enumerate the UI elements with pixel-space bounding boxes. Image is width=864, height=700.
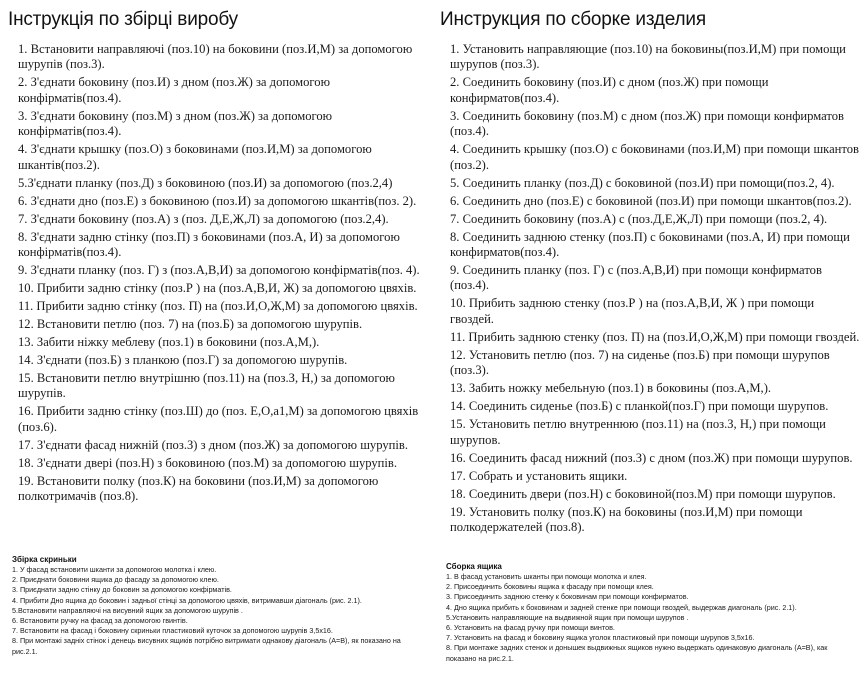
list-item: 17. Собрать и установить ящики. bbox=[450, 468, 628, 483]
list-item: 6. Встановити ручку на фасад за допомогою гвинтів. bbox=[12, 616, 188, 626]
list-item: 8. При монтаже задних стенок и донышек выдвижных ящиков нужно выдержать одинаковую диагональ (А=В), как показано на рис.2.1. bbox=[446, 643, 828, 663]
list-item: 4. Прибити Дно ящика до боковин і задньої стінці за допомогою цвяхів, витримавши діагональ (рис. 2.1). bbox=[12, 595, 362, 605]
list-item: 14. З'єднати (поз.Б) з планкою (поз.Г) за допомогою шурупів. bbox=[18, 353, 348, 368]
list-item: 3. Приєднати задню стінку до боковин за допомогою конфірматів. bbox=[12, 585, 232, 595]
list-item: 15. Встановити петлю внутрішню (поз.11) на (поз.З, Н,) за допомогою шурупів. bbox=[18, 371, 395, 401]
list-item: 1. У фасад встановити шканти за допомогою молотка і клею. bbox=[12, 565, 217, 574]
list-item: 19. Установить полку (поз.К) на боковины (поз.И,М) при помощи полкодержателей (поз.8). bbox=[450, 504, 803, 535]
list-item: 10. Прибить заднюю стенку (поз.Р ) на (поз.А,В,И, Ж ) при помощи гвоздей. bbox=[450, 296, 815, 326]
list-item: 17. З'єднати фасад нижній (поз.З) з дном (поз.Ж) за допомогою шурупів. bbox=[18, 437, 408, 452]
list-item: 19. Встановити полку (поз.К) на боковини (поз.И,М) за допомогою полкотримачів (поз.8). bbox=[18, 473, 379, 504]
list-item: 6. З'єднати дно (поз.Е) з боковиною (поз.И) за допомогою шкантів(поз. 2). bbox=[18, 193, 417, 208]
ukrainian-steps-list bbox=[8, 42, 428, 505]
list-item: 5. Соединить планку (поз.Д) с боковиной (поз.И) при помощи(поз.2, 4). bbox=[450, 175, 835, 190]
list-item: 8. Соединить заднюю стенку (поз.П) с боковинами (поз.А, И) при помощи конфирматов(поз.4). bbox=[450, 229, 850, 260]
list-item: 3. Присоединить заднюю стенку к боковинам при помощи конфирматов. bbox=[446, 592, 689, 602]
list-item: 13. Забить ножку мебельную (поз.1) в боковины (поз.А,М,). bbox=[450, 381, 772, 396]
list-item: 2. Приєднати боковини ящика до фасаду за допомогою клею. bbox=[12, 575, 219, 585]
russian-drawer-title: Сборка ящика bbox=[446, 562, 502, 571]
list-item: 4. З'єднати крышку (поз.О) з боковинами (поз.И,М) за допомогою шкантів(поз.2). bbox=[18, 142, 372, 172]
list-item: 5.Установить направляющие на выдвижной ящик при помощи шурупов . bbox=[446, 612, 689, 622]
list-item: 1. Установить направляющие (поз.10) на боковины(поз.И,М) при помощи шурупов (поз.3). bbox=[450, 42, 846, 72]
list-item: 3. Соединить боковину (поз.М) с дном (поз.Ж) при помощи конфирматов (поз.4). bbox=[450, 108, 844, 139]
list-item: 5.З'єднати планку (поз.Д) з боковиною (поз.И) за допомогою (поз.2,4) bbox=[18, 175, 393, 190]
list-item: 6. Соединить дно (поз.Е) с боковиной (поз.И) при помощи шкантов(поз.2). bbox=[450, 193, 852, 208]
list-item: 18. Соединить двери (поз.Н) с боковиной(поз.М) при помощи шурупов. bbox=[450, 486, 836, 501]
list-item: 7. Встановити на фасад і боковину скриньки пластиковий куточок за допомогою шурупів 3,5x16. bbox=[12, 626, 333, 636]
ukrainian-drawer-assembly bbox=[12, 555, 424, 657]
list-item: 15. Установить петлю внутреннюю (поз.11) на (поз.З, Н,) при помощи шурупов. bbox=[450, 417, 826, 447]
list-item: 4. Соединить крышку (поз.О) с боковинами (поз.И,М) при помощи шкантов (поз.2). bbox=[450, 142, 859, 172]
russian-drawer-assembly bbox=[446, 562, 858, 664]
list-item: 7. Установить на фасад и боковину ящика уголок пластиковый при помощи шурупов 3,5x16. bbox=[446, 633, 755, 643]
list-item: 2. Соединить боковину (поз.И) с дном (поз.Ж) при помощи конфирматов(поз.4). bbox=[450, 75, 769, 105]
list-item: 8. З'єднати задню стінку (поз.П) з боковинами (поз.А, И) за допомогою конфірматів(поз.4). bbox=[18, 229, 400, 260]
list-item: 1. В фасад установить шканты при помощи молотка и клея. bbox=[446, 572, 647, 581]
russian-title: Инструкция по сборке изделия bbox=[440, 9, 706, 30]
list-item: 7. Соединить боковину (поз.А) с (поз.Д,Е,Ж,Л) при помощи (поз.2, 4). bbox=[450, 211, 828, 226]
list-item: 2. З'єднати боковину (поз.И) з дном (поз.Ж) за допомогою конфірматів(поз.4). bbox=[18, 75, 330, 105]
ukrainian-column bbox=[8, 0, 428, 507]
list-item: 10. Прибити задню стінку (поз.Р ) на (поз.А,В,И, Ж) за допомогою цвяхів. bbox=[18, 281, 417, 296]
list-item: 9. З'єднати планку (поз. Г) з (поз.А,В,И) за допомогою конфірматів(поз. 4). bbox=[18, 263, 420, 278]
list-item: 13. Забити ніжку меблеву (поз.1) в боковини (поз.А,М,). bbox=[18, 335, 320, 350]
list-item: 4. Дно ящика прибить к боковинам и задней стенке при помощи гвоздей, выдержав диагональ (рис. 2.1). bbox=[446, 602, 797, 612]
russian-steps-list bbox=[440, 42, 860, 535]
ukrainian-drawer-steps bbox=[12, 565, 424, 657]
list-item: 5.Встановити направляючі на висувний ящик за допомогою шурупів . bbox=[12, 605, 243, 615]
list-item: 9. Соединить планку (поз. Г) с (поз.А,В,И) при помощи конфирматов (поз.4). bbox=[450, 263, 822, 293]
list-item: 6. Установить на фасад ручку при помощи винтов. bbox=[446, 623, 615, 633]
list-item: 18. З'єднати двері (поз.Н) з боковиною (поз.М) за допомогою шурупів. bbox=[18, 455, 397, 470]
list-item: 14. Соединить сиденье (поз.Б) с планкой(поз.Г) при помощи шурупов. bbox=[450, 399, 829, 414]
list-item: 16. Соединить фасад нижний (поз.З) с дном (поз.Ж) при помощи шурупов. bbox=[450, 450, 853, 465]
list-item: 11. Прибити задню стінку (поз. П) на (поз.И,О,Ж,М) за допомогою цвяхів. bbox=[18, 299, 418, 314]
list-item: 11. Прибить заднюю стенку (поз. П) на (поз.И,О,Ж,М) при помощи гвоздей. bbox=[450, 329, 860, 344]
russian-column bbox=[440, 0, 860, 538]
list-item: 12. Установить петлю (поз. 7) на сиденье (поз.Б) при помощи шурупов (поз.3). bbox=[450, 347, 830, 378]
list-item: 2. Присоединить боковины ящика к фасаду при помощи клея. bbox=[446, 582, 654, 592]
list-item: 1. Встановити направляючі (поз.10) на боковини (поз.И,М) за допомогою шурупів (поз.3). bbox=[18, 42, 413, 72]
russian-drawer-steps bbox=[446, 572, 858, 664]
list-item: 7. З'єднати боковину (поз.А) з (поз. Д,Е,Ж,Л) за допомогою (поз.2,4). bbox=[18, 211, 389, 226]
list-item: 8. При монтажі задніх стінок і денець висувних ящиків потрібно витримати однакову діагональ (А=В), як показано на рис.2.1. bbox=[12, 636, 401, 656]
list-item: 3. З'єднати боковину (поз.М) з дном (поз.Ж) за допомогою конфірматів(поз.4). bbox=[18, 108, 333, 139]
list-item: 16. Прибити задню стінку (поз.Ш) до (поз. Е,О,а1,М) за допомогою цвяхів (поз.6). bbox=[18, 404, 419, 434]
ukrainian-drawer-title: Збірка скриньки bbox=[12, 555, 77, 564]
list-item: 12. Встановити петлю (поз. 7) на (поз.Б) за допомогою шурупів. bbox=[18, 317, 363, 332]
ukrainian-title: Інструкція по збірці виробу bbox=[8, 9, 238, 30]
